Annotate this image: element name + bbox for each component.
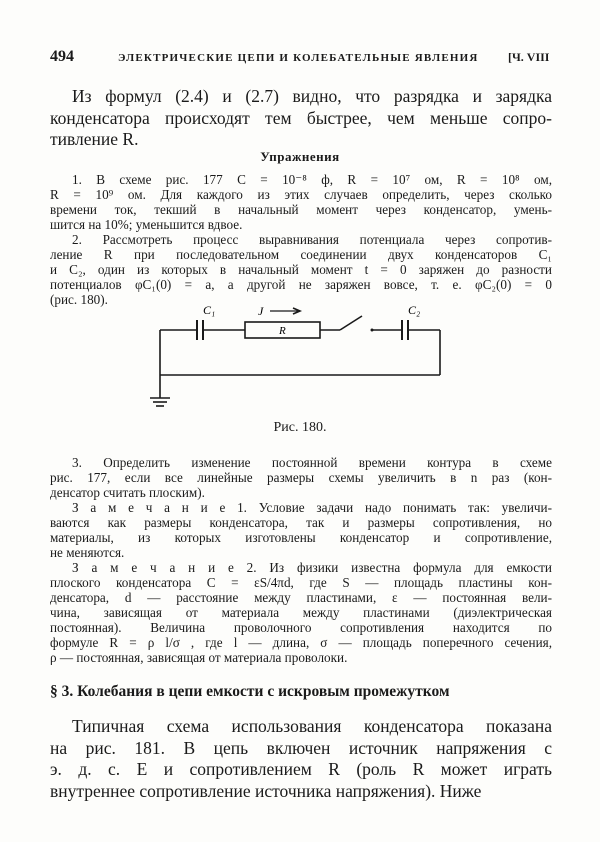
text-line: ление R при последовательном соединении двух конденсаторов C₁ — [50, 247, 552, 262]
text-line: денсатора, d — расстояние между пластинами, ε — постоянная вели- — [50, 590, 552, 605]
text-line: 1. В схеме рис. 177 C = 10⁻⁸ ф, R = 10⁷ ом, R = 10⁸ ом, — [72, 172, 552, 187]
text-line: денсатор считать плоским). — [50, 485, 205, 500]
page-number: 494 — [50, 48, 74, 65]
text-line: чина, зависящая от материала между пластинами (диэлектрическая — [50, 605, 552, 620]
text-line: формуле R = ρ l/σ , где l — длина, σ — площадь поперечного сечения, — [50, 635, 552, 650]
text-line: потенциалов φC₁(0) = a, а другой не заряжен вовсе, т. е. φC₂(0) = 0 — [50, 277, 552, 292]
text-line: 3. Определить изменение постоянной времени контура в схеме — [72, 455, 552, 470]
text-line: рис. 177, если все линейные размеры схемы увеличить в n раз (кон- — [50, 470, 552, 485]
label-c2: C₂ — [408, 303, 421, 317]
text-line: постоянная). Величина проволочного сопротивления находится по — [50, 620, 552, 635]
text-line: ρ — постоянная, зависящая от материала проволоки. — [50, 650, 348, 665]
label-current: J — [258, 304, 264, 318]
label-c1: C₁ — [203, 303, 216, 317]
text-line: на рис. 181. В цепь включен источник напряжения с — [50, 737, 552, 758]
label-resistor: R — [279, 325, 286, 337]
text-line: (рис. 180). — [50, 292, 108, 307]
text-line: внутреннее сопротивление источника напряжения). Ниже — [50, 780, 482, 801]
text-line: плоского конденсатора C = εS/4πd, где S — площадь пластины кон- — [50, 575, 552, 590]
text-line: конденсатора происходят тем быстрее, чем меньше сопро- — [50, 107, 552, 128]
text-line: материалы, из которых изготовлены конденсатор и сопротивление, — [50, 530, 552, 545]
text-line: Типичная схема использования конденсатора показана — [72, 716, 552, 736]
exercises-heading: Упражнения — [260, 149, 340, 164]
text-line: З а м е ч а н и е 1. Условие задачи надо понимать так: увеличи- — [72, 500, 552, 515]
text-line: ваются как размеры конденсатора, так и размеры сопротивления, но — [50, 515, 552, 530]
chapter-label: [Ч. VIII — [508, 50, 550, 64]
section-heading: § 3. Колебания в цепи емкости с искровым промежутком — [50, 683, 450, 700]
running-title: ЭЛЕКТРИЧЕСКИЕ ЦЕПИ И КОЛЕБАТЕЛЬНЫЕ ЯВЛЕНИЯ — [118, 52, 479, 64]
text-line: э. д. с. E и сопротивлением R (роль R может играть — [50, 759, 552, 779]
text-line: времени ток, текший в начальный момент через конденсатор, умень- — [50, 202, 552, 217]
text-line: 2. Рассмотреть процесс выравнивания потенциала через сопротив- — [72, 232, 552, 247]
text-line: Из формул (2.4) и (2.7) видно, что разрядка и зарядка — [72, 86, 552, 106]
text-line: не меняются. — [50, 545, 125, 560]
figure-caption: Рис. 180. — [273, 420, 327, 435]
text-line: тивление R. — [50, 129, 139, 149]
text-line: шится на 10%; уменьшится вдвое. — [50, 217, 243, 232]
text-line: З а м е ч а н и е 2. Из физики известна формула для емкости — [72, 560, 552, 575]
text-line: R = 10⁹ ом. Для каждого из этих случаев определить, через сколько — [50, 187, 552, 202]
text-line: и C₂, один из которых в начальный момент t = 0 заряжен до разности — [50, 262, 552, 277]
